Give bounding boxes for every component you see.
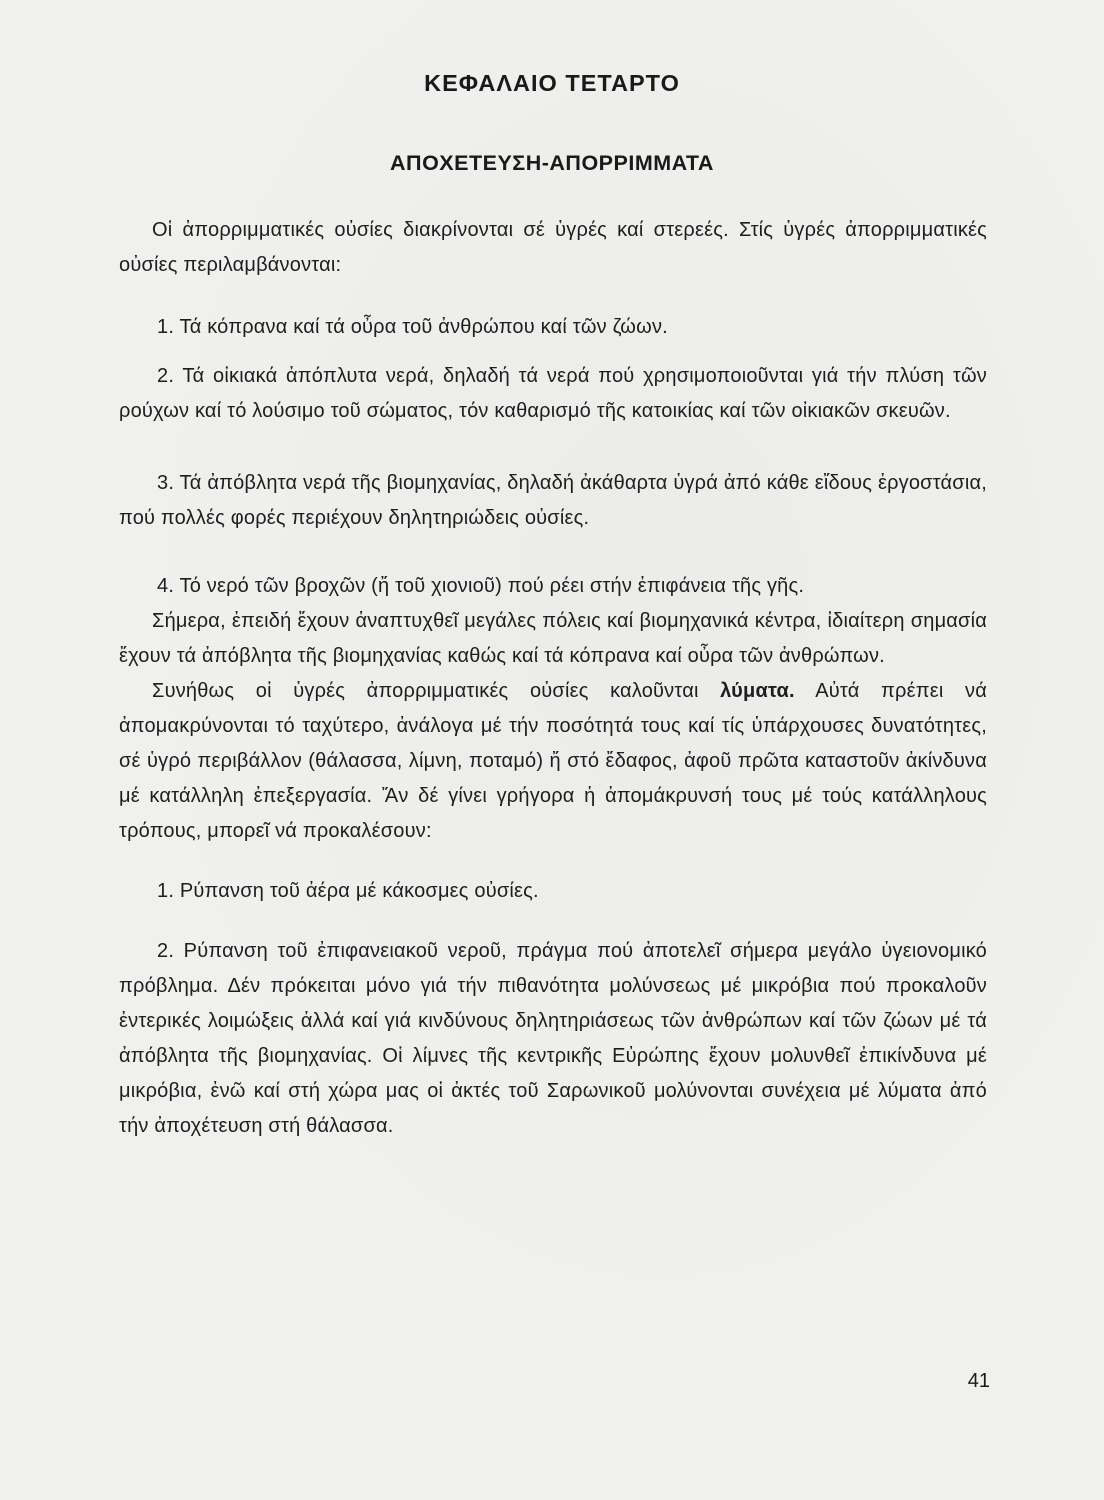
effect-item: 2. Ρύπανση τοῦ ἐπιφανειακοῦ νεροῦ, πράγμα πού ἀποτελεῖ σήμερα μεγάλο ὑγειονομικό πρόβλημα. Δέν πρόκειται μόνο γιά τήν πιθανότητα μολύνσεως μέ μικρόβια πού προκαλοῦν ἐντερικές λοιμώξεις ἀλλά καί γιά κινδύνους δηλητηριάσεως τῶν ἀνθρώπων καί τῶν ζώων μέ τά ἀπόβλητα τῆς βιομηχανίας. Οἱ λίμνες τῆς κεντρικῆς Εὐρώπης ἔχουν μολυνθεῖ ἐπικίνδυνα μέ μικρόβια, ἐνῶ καί στή χώρα μας οἱ ἀκτές τοῦ Σαρωνικοῦ μολύνονται συνέχεια μέ λύματα ἀπό τήν ἀποχέτευση στή θάλασσα. xyxy=(119,940,987,1137)
effect-item: 1. Ρύπανση τοῦ ἀέρα μέ κάκοσμες οὐσίες. xyxy=(157,880,539,902)
chapter-title: ΚΕΦΑΛΑΙΟ ΤΕΤΑΡΤΟ xyxy=(424,70,680,96)
list-item: 2. Τά οἰκιακά ἀπόπλυτα νερά, δηλαδή τά νερά πού χρησιμοποιοῦνται γιά τήν πλύση τῶν ρούχων καί τό λούσιμο τοῦ σώματος, τόν καθαρισμό τῆς κατοικίας καί τῶν οἰκιακῶν σκευῶν. xyxy=(119,365,987,422)
sewage-definition-text-after: Αὐτά πρέπει νά ἀπομακρύνονται τό ταχύτερο, ἀνάλογα μέ τήν ποσότητά τους καί τίς ὑπάρχουσες δυνατότητες, σέ ὑγρό περιβάλλον (θάλασσα, λίμνη, ποταμό) ἤ στό ἔδαφος, ἀφοῦ πρῶτα καταστοῦν ἀκίνδυνα μέ κατάλληλη ἐπεξεργασία. Ἄν δέ γίνει γρήγορα ἡ ἀπομάκρυνσή τους μέ τούς κατάλληλους τρόπους, μπορεῖ νά προκαλέσουν: xyxy=(119,680,987,842)
intro-paragraph: Οἱ ἀπορριμματικές οὐσίες διακρίνονται σέ ὑγρές καί στερεές. Στίς ὑγρές ἀπορριμματικές οὐσίες περιλαμβάνονται: xyxy=(119,219,987,276)
body-text xyxy=(119,213,987,1144)
today-paragraph: Σήμερα, ἐπειδή ἔχουν ἀναπτυχθεῖ μεγάλες πόλεις καί βιομηχανικά κέντρα, ἰδιαίτερη σημασία ἔχουν τά ἀπόβλητα τῆς βιομηχανίας καθώς καί τά κόπρανα καί οὖρα τῶν ἀνθρώπων. xyxy=(119,610,987,667)
sewage-definition-paragraph xyxy=(119,674,987,849)
list-item: 3. Τά ἀπόβλητα νερά τῆς βιομηχανίας, δηλαδή ἀκάθαρτα ὑγρά ἀπό κάθε εἴδους ἐργοστάσια, πού πολλές φορές περιέχουν δηλητηριώδεις οὐσίες. xyxy=(119,472,987,529)
sewage-definition-text-before: Συνήθως οἱ ὑγρές ἀπορριμματικές οὐσίες καλοῦνται xyxy=(152,680,721,702)
bold-term: λύματα. xyxy=(720,680,795,702)
section-title: ΑΠΟΧΕΤΕΥΣΗ-ΑΠΟΡΡΙΜΜΑΤΑ xyxy=(390,151,714,175)
list-item: 1. Τά κόπρανα καί τά οὖρα τοῦ ἀνθρώπου καί τῶν ζώων. xyxy=(157,316,668,338)
list-item: 4. Τό νερό τῶν βροχῶν (ἤ τοῦ χιονιοῦ) πού ρέει στήν ἐπιφάνεια τῆς γῆς. xyxy=(157,575,805,597)
page-number: 41 xyxy=(967,1370,990,1392)
